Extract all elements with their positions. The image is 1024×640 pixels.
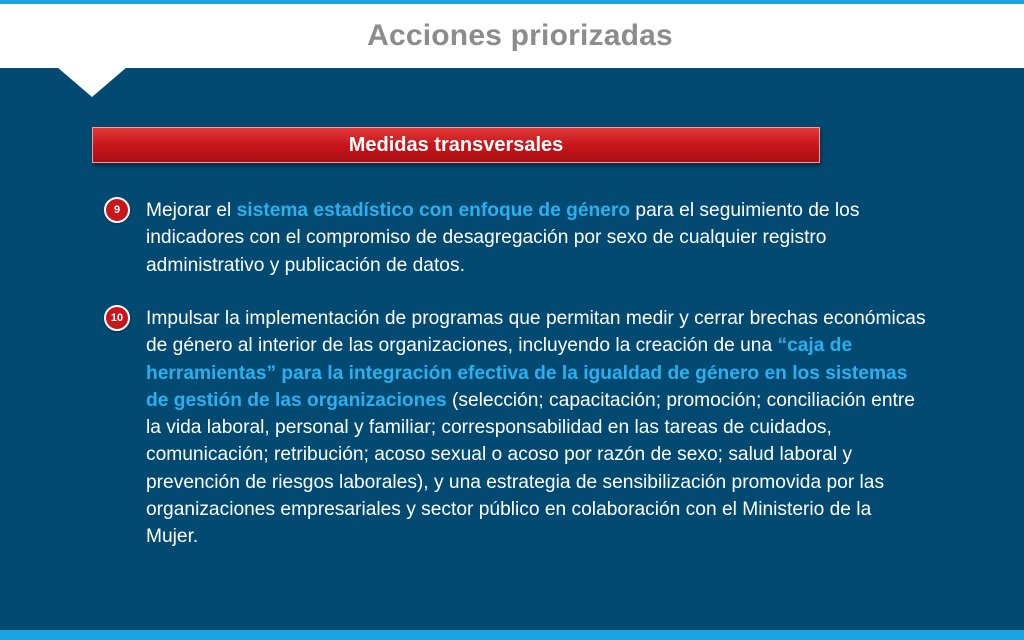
header-notch bbox=[57, 67, 127, 97]
bottom-accent-stripe bbox=[0, 630, 1024, 640]
item-number-badge: 10 bbox=[104, 305, 130, 331]
action-item-10 bbox=[146, 305, 926, 551]
item-text-after: (selección; capacitación; promoción; conciliación entre la vida laboral, personal y familiar; corresponsabilidad en las tareas de cuidados, comunicación; retribución; acoso sexual o acoso por razón de sexo; salud laboral y prevención de riesgos laborales), y una estrategia de sensibilización promovida por las organizaciones empresariales y sector público en colaboración con el Ministerio de la Mujer. bbox=[146, 389, 915, 548]
item-text-before: Mejorar el bbox=[146, 200, 237, 221]
slide-title: Acciones priorizadas bbox=[367, 19, 673, 52]
item-highlight: “caja de herramientas” para la integración efectiva de la igualdad de género en los sistemas de gestión de las organizaciones bbox=[146, 335, 908, 411]
section-banner: Medidas transversales bbox=[92, 127, 820, 163]
item-highlight: sistema estadístico con enfoque de género bbox=[236, 200, 631, 221]
item-text-after: para el seguimiento de los indicadores con el compromiso de desagregación por sexo de cualquier registro administrativo y publicación de datos. bbox=[146, 200, 860, 276]
item-number-badge: 9 bbox=[104, 197, 130, 223]
action-item-9 bbox=[146, 197, 926, 279]
slide-header bbox=[0, 4, 1024, 68]
item-text-before: Impulsar la implementación de programas que permitan medir y cerrar brechas económicas de género al interior de las organizaciones, incluyendo la creación de una bbox=[146, 308, 926, 357]
